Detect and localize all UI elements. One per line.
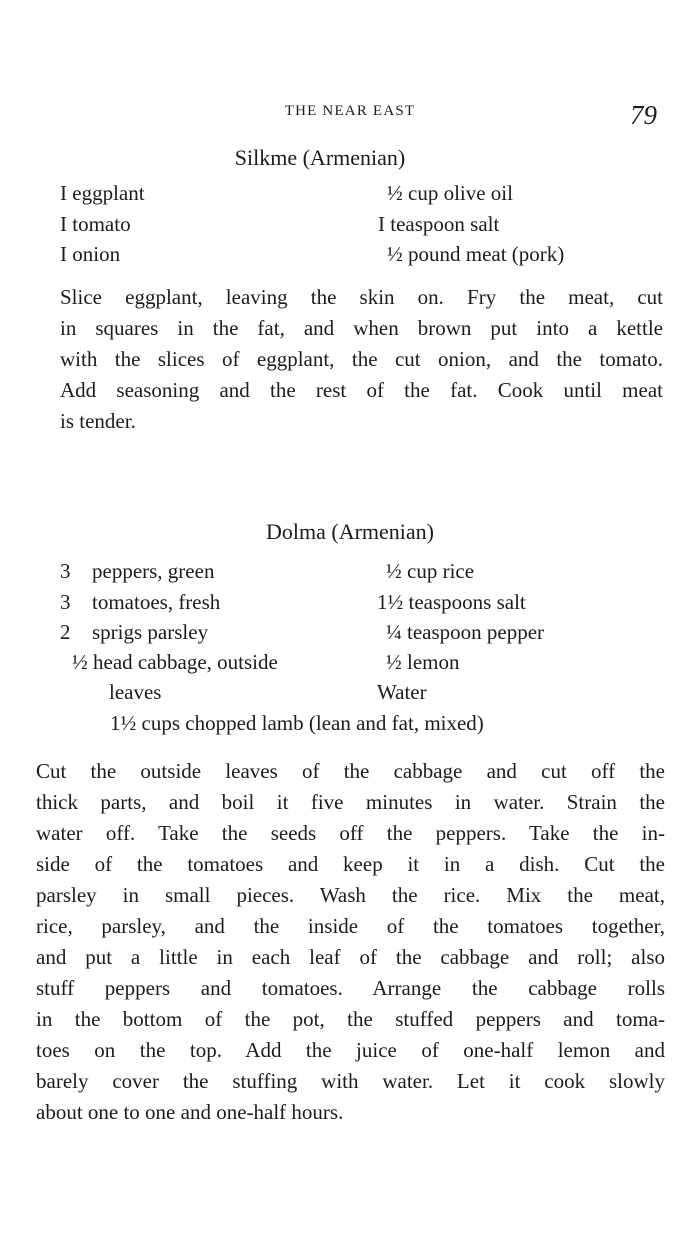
text-line: in squares in the fat, and when brown put into a kettle (60, 316, 663, 340)
ingredient-cabbage-cont: leaves (109, 680, 162, 704)
text-line: Slice eggplant, leaving the skin on. Fry the meat, cut (60, 285, 663, 309)
ingredient-tomato: I tomato (60, 212, 131, 236)
ingredient-salt: I teaspoon salt (378, 212, 500, 236)
ingredient-parsley: sprigs parsley (92, 620, 209, 644)
ingredient-lamb: 1½ cups chopped lamb (lean and fat, mixed) (110, 711, 484, 735)
text-line: and put a little in each leaf of the cabbage and roll; also (36, 945, 665, 969)
ingredient-qty: 3 (60, 559, 71, 583)
text-line: is tender. (60, 409, 136, 433)
text-line: with the slices of eggplant, the cut onion, and the tomato. (60, 347, 663, 371)
recipe-title-silkme: Silkme (Armenian) (234, 145, 406, 170)
text-line: Add seasoning and the rest of the fat. Cook until meat (60, 378, 663, 402)
text-line: about one to one and one-half hours. (36, 1100, 344, 1124)
ingredient-tomatoes: tomatoes, fresh (92, 590, 221, 614)
ingredient-pork: ½ pound meat (pork) (387, 242, 565, 266)
text-line: Cut the outside leaves of the cabbage and cut off the (36, 759, 665, 783)
recipe-instructions-dolma (36, 756, 665, 1128)
recipe-title-dolma: Dolma (Armenian) (266, 519, 434, 544)
ingredient-salt: 1½ teaspoons salt (377, 590, 526, 614)
text-line: side of the tomatoes and keep it in a dish. Cut the (36, 852, 665, 876)
text-line: parsley in small pieces. Wash the rice. Mix the meat, (36, 883, 665, 907)
ingredient-qty: 2 (60, 620, 71, 644)
ingredient-rice: ½ cup rice (386, 559, 475, 583)
text-line: toes on the top. Add the juice of one-half lemon and (36, 1038, 665, 1062)
text-line: barely cover the stuffing with water. Let it cook slowly (36, 1069, 665, 1093)
ingredient-cabbage: ½ head cabbage, outside (72, 650, 278, 674)
text-line: water off. Take the seeds off the peppers. Take the in- (36, 821, 665, 845)
ingredient-onion: I onion (60, 242, 121, 266)
ingredient-lemon: ½ lemon (386, 650, 460, 674)
text-line: rice, parsley, and the inside of the tomatoes together, (36, 914, 665, 938)
text-line: stuff peppers and tomatoes. Arrange the cabbage rolls (36, 976, 665, 1000)
text-line: in the bottom of the pot, the stuffed peppers and toma- (36, 1007, 665, 1031)
ingredient-qty: 3 (60, 590, 71, 614)
page-number: 79 (630, 100, 657, 130)
ingredient-pepper: ¼ teaspoon pepper (386, 620, 545, 644)
ingredient-peppers: peppers, green (92, 559, 215, 583)
ingredient-eggplant: I eggplant (60, 181, 145, 205)
recipe-instructions-silkme (60, 282, 663, 437)
ingredient-olive-oil: ½ cup olive oil (387, 181, 513, 205)
ingredient-water: Water (377, 680, 427, 704)
running-head: THE NEAR EAST (284, 103, 416, 119)
text-line: thick parts, and boil it five minutes in water. Strain the (36, 790, 665, 814)
